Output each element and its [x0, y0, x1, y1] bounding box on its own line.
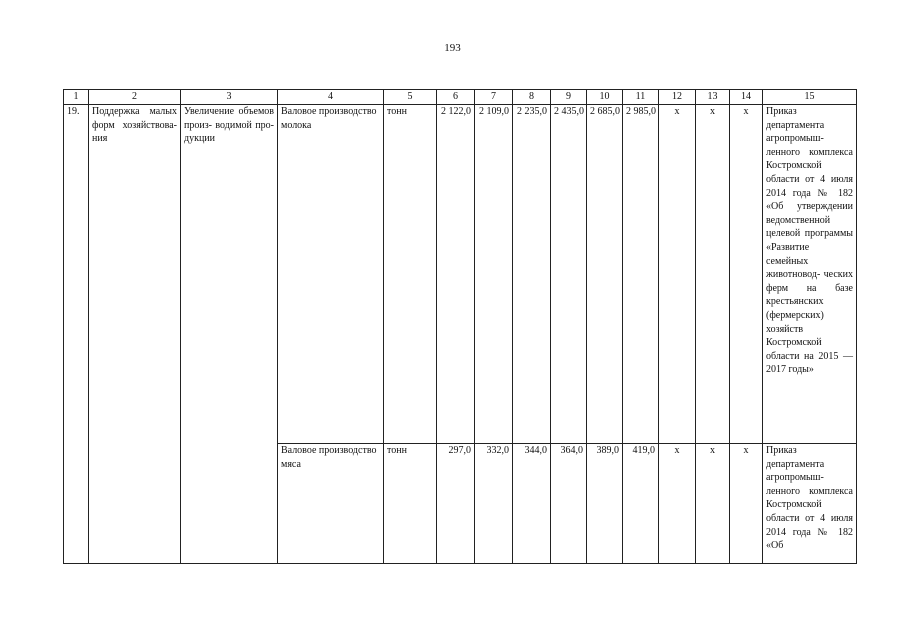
column-header-8: 8: [513, 90, 551, 105]
value-cell: 2 122,0: [437, 105, 475, 444]
value-cell: 332,0: [475, 444, 513, 564]
program-table: [63, 89, 857, 564]
document-text: Приказ департамента агропромыш- ленного комплекса Костромской области от 4 июля 2014 года № 182 «Об: [766, 445, 853, 552]
column-header-14: 14: [730, 90, 763, 105]
indicator-name: Валовое производство молока: [278, 105, 384, 444]
page-number: 193: [444, 42, 461, 54]
header-row: [64, 90, 857, 105]
measure-cell: Поддержка малых форм хозяйствова- ния: [89, 105, 181, 564]
column-header-2: 2: [89, 90, 181, 105]
column-header-6: 6: [437, 90, 475, 105]
value-cell: 2 435,0: [551, 105, 587, 444]
row-number: 19.: [64, 105, 89, 564]
value-cell: 344,0: [513, 444, 551, 564]
table-row-milk: [64, 105, 857, 444]
value-cell: 2 685,0: [587, 105, 623, 444]
column-header-9: 9: [551, 90, 587, 105]
x-cell: x: [659, 105, 696, 444]
column-header-3: 3: [181, 90, 278, 105]
x-cell: x: [659, 444, 696, 564]
value-cell: 419,0: [623, 444, 659, 564]
value-cell: 2 235,0: [513, 105, 551, 444]
value-cell: 297,0: [437, 444, 475, 564]
unit-cell: тонн: [384, 105, 437, 444]
indicator-name: Валовое производство мяса: [278, 444, 384, 564]
value-cell: 389,0: [587, 444, 623, 564]
column-header-1: 1: [64, 90, 89, 105]
unit-cell: тонн: [384, 444, 437, 564]
x-cell: x: [696, 444, 730, 564]
column-header-5: 5: [384, 90, 437, 105]
document-text: Приказ департамента агропромыш- ленного комплекса Костромской области от 4 июля 2014 года № 182 «Об утверждении ведомственной целевой программы «Развитие семейных животновод- ческих ферм на базе крестьянских (фермерских) хозяйств Костромской области на 2015 — 2017 годы»: [766, 106, 853, 376]
column-header-15: 15: [763, 90, 857, 105]
document-cell: [763, 444, 857, 564]
x-cell: x: [730, 444, 763, 564]
value-cell: 364,0: [551, 444, 587, 564]
column-header-13: 13: [696, 90, 730, 105]
value-cell: 2 985,0: [623, 105, 659, 444]
column-header-4: 4: [278, 90, 384, 105]
column-header-7: 7: [475, 90, 513, 105]
column-header-12: 12: [659, 90, 696, 105]
column-header-11: 11: [623, 90, 659, 105]
direction-cell: Увеличение объемов произ- водимой про- дукции: [181, 105, 278, 564]
value-cell: 2 109,0: [475, 105, 513, 444]
column-header-10: 10: [587, 90, 623, 105]
x-cell: x: [730, 105, 763, 444]
document-cell: [763, 105, 857, 444]
x-cell: x: [696, 105, 730, 444]
